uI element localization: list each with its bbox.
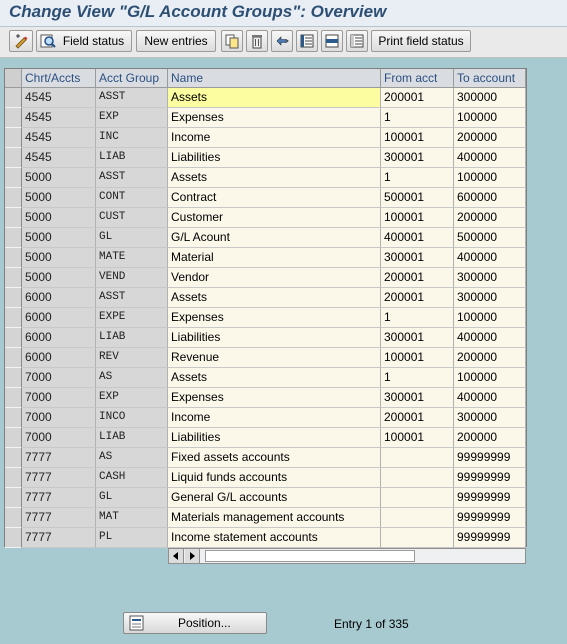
title-bar: [0, 0, 567, 27]
cell-account-group: CONT: [96, 188, 168, 208]
cell-from-account[interactable]: 1: [381, 108, 454, 128]
cell-from-account[interactable]: 100001: [381, 428, 454, 448]
cell-to-account[interactable]: 99999999: [454, 468, 526, 488]
position-label: Position...: [178, 616, 231, 630]
table-row: [5, 188, 526, 208]
cell-name[interactable]: Fixed assets accounts: [168, 448, 381, 468]
cell-from-account[interactable]: 200001: [381, 268, 454, 288]
scroll-left-button[interactable]: [169, 549, 184, 563]
cell-account-group: LIAB: [96, 148, 168, 168]
cell-name[interactable]: Income: [168, 408, 381, 428]
cell-chart-of-accounts: 7000: [22, 368, 96, 388]
cell-account-group: REV: [96, 348, 168, 368]
cell-account-group: CASH: [96, 468, 168, 488]
cell-to-account[interactable]: 300000: [454, 408, 526, 428]
table-row: [5, 148, 526, 168]
cell-to-account[interactable]: 600000: [454, 188, 526, 208]
cell-account-group: GL: [96, 488, 168, 508]
cell-chart-of-accounts: 4545: [22, 108, 96, 128]
entry-counter: Entry 1 of 335: [334, 617, 409, 631]
table-row: [5, 408, 526, 428]
cell-to-account[interactable]: 99999999: [454, 528, 526, 548]
cell-to-account[interactable]: 200000: [454, 208, 526, 228]
field-status-button[interactable]: [36, 30, 132, 52]
horizontal-scrollbar[interactable]: [168, 548, 526, 564]
table-row: [5, 168, 526, 188]
cell-to-account[interactable]: 400000: [454, 388, 526, 408]
cell-chart-of-accounts: 6000: [22, 308, 96, 328]
cell-name[interactable]: Revenue: [168, 348, 381, 368]
table-row: [5, 228, 526, 248]
column-header-name[interactable]: Name: [168, 69, 381, 88]
table-row: [5, 508, 526, 528]
deselect-all-icon: [349, 33, 365, 49]
delete-button[interactable]: [246, 30, 268, 52]
cell-to-account[interactable]: 400000: [454, 328, 526, 348]
cell-from-account[interactable]: 300001: [381, 388, 454, 408]
table-row: [5, 288, 526, 308]
cell-chart-of-accounts: 7777: [22, 468, 96, 488]
cell-account-group: MATE: [96, 248, 168, 268]
cell-chart-of-accounts: 7000: [22, 408, 96, 428]
cell-from-account[interactable]: 100001: [381, 208, 454, 228]
cell-chart-of-accounts: 7777: [22, 488, 96, 508]
table-row: [5, 208, 526, 228]
cell-account-group: CUST: [96, 208, 168, 228]
cell-to-account[interactable]: 300000: [454, 88, 526, 108]
new-entries-button[interactable]: [136, 30, 216, 52]
field-status-label: Field status: [62, 34, 125, 48]
cell-name[interactable]: Assets: [168, 168, 381, 188]
cell-to-account[interactable]: 99999999: [454, 488, 526, 508]
select-all-button[interactable]: [296, 30, 318, 52]
cell-to-account[interactable]: 99999999: [454, 448, 526, 468]
cell-to-account[interactable]: 300000: [454, 268, 526, 288]
cell-name[interactable]: Customer: [168, 208, 381, 228]
application-toolbar: [0, 27, 567, 58]
scroll-right-icon: [185, 549, 199, 563]
cell-account-group: LIAB: [96, 328, 168, 348]
deselect-all-button[interactable]: [346, 30, 368, 52]
cell-account-group: PL: [96, 528, 168, 548]
cell-to-account[interactable]: 300000: [454, 288, 526, 308]
cell-chart-of-accounts: 4545: [22, 148, 96, 168]
cell-account-group: INC: [96, 128, 168, 148]
cell-name[interactable]: Expenses: [168, 108, 381, 128]
print-field-status-label: Print field status: [378, 34, 464, 48]
cell-name[interactable]: Liabilities: [168, 428, 381, 448]
cell-from-account[interactable]: 1: [381, 368, 454, 388]
cell-name[interactable]: Vendor: [168, 268, 381, 288]
cell-name[interactable]: Material: [168, 248, 381, 268]
table-row: [5, 348, 526, 368]
cell-account-group: ASST: [96, 288, 168, 308]
cell-account-group: VEND: [96, 268, 168, 288]
cell-account-group: EXP: [96, 388, 168, 408]
scroll-right-button[interactable]: [185, 549, 200, 563]
column-header-from-account[interactable]: From acct: [381, 69, 454, 88]
cell-to-account[interactable]: 400000: [454, 248, 526, 268]
cell-chart-of-accounts: 4545: [22, 128, 96, 148]
table-row: [5, 308, 526, 328]
cell-account-group: INCO: [96, 408, 168, 428]
table-row: [5, 268, 526, 288]
cell-to-account[interactable]: 200000: [454, 128, 526, 148]
cell-account-group: LIAB: [96, 428, 168, 448]
cell-name[interactable]: Liabilities: [168, 148, 381, 168]
cell-name[interactable]: Liquid funds accounts: [168, 468, 381, 488]
cell-name[interactable]: Income: [168, 128, 381, 148]
cell-from-account[interactable]: [381, 488, 454, 508]
cell-chart-of-accounts: 5000: [22, 228, 96, 248]
cell-account-group: AS: [96, 368, 168, 388]
table-row: [5, 88, 526, 108]
cell-chart-of-accounts: 7000: [22, 388, 96, 408]
scroll-thumb[interactable]: [205, 550, 415, 562]
cell-name[interactable]: Assets: [168, 368, 381, 388]
cell-from-account[interactable]: 100001: [381, 348, 454, 368]
cell-chart-of-accounts: 6000: [22, 348, 96, 368]
cell-chart-of-accounts: 5000: [22, 268, 96, 288]
cell-from-account[interactable]: 300001: [381, 148, 454, 168]
cell-from-account[interactable]: 400001: [381, 228, 454, 248]
cell-chart-of-accounts: 5000: [22, 168, 96, 188]
cell-account-group: AS: [96, 448, 168, 468]
cell-chart-of-accounts: 6000: [22, 328, 96, 348]
copy-icon: [224, 33, 240, 49]
position-button[interactable]: [123, 612, 267, 634]
change-display-icon: [13, 33, 29, 49]
cell-account-group: MAT: [96, 508, 168, 528]
cell-name[interactable]: Materials management accounts: [168, 508, 381, 528]
cell-account-group: EXP: [96, 108, 168, 128]
cell-from-account[interactable]: 300001: [381, 328, 454, 348]
table-row: [5, 108, 526, 128]
select-all-icon: [299, 33, 315, 49]
cell-chart-of-accounts: 7777: [22, 528, 96, 548]
cell-chart-of-accounts: 5000: [22, 208, 96, 228]
delete-icon: [249, 33, 265, 49]
cell-account-group: ASST: [96, 168, 168, 188]
cell-name[interactable]: Assets: [168, 288, 381, 308]
select-block-button[interactable]: [321, 30, 343, 52]
table-row: [5, 428, 526, 448]
cell-account-group: GL: [96, 228, 168, 248]
page-title: Change View "G/L Account Groups": Overview: [9, 2, 387, 21]
cell-from-account[interactable]: [381, 448, 454, 468]
cell-name[interactable]: Liabilities: [168, 328, 381, 348]
cell-from-account[interactable]: 1: [381, 308, 454, 328]
cell-account-group: EXPE: [96, 308, 168, 328]
cell-name[interactable]: General G/L accounts: [168, 488, 381, 508]
cell-to-account[interactable]: 200000: [454, 428, 526, 448]
table-row: [5, 248, 526, 268]
table-row: [5, 368, 526, 388]
cell-from-account[interactable]: 200001: [381, 88, 454, 108]
cell-to-account[interactable]: 400000: [454, 148, 526, 168]
change-display-button[interactable]: [9, 30, 33, 52]
position-icon: [129, 615, 145, 631]
cell-from-account[interactable]: 100001: [381, 128, 454, 148]
cell-to-account[interactable]: 100000: [454, 368, 526, 388]
select-block-icon: [324, 33, 340, 49]
select-all-rows-cell[interactable]: [5, 69, 22, 88]
cell-chart-of-accounts: 4545: [22, 88, 96, 108]
cell-chart-of-accounts: 7777: [22, 448, 96, 468]
cell-chart-of-accounts: 5000: [22, 248, 96, 268]
cell-to-account[interactable]: 100000: [454, 108, 526, 128]
table-row: [5, 468, 526, 488]
table-row: [5, 328, 526, 348]
column-header-to-account[interactable]: To account: [454, 69, 526, 88]
details-icon: [40, 33, 56, 49]
cell-chart-of-accounts: 7777: [22, 508, 96, 528]
cell-to-account[interactable]: 200000: [454, 348, 526, 368]
table-row: [5, 448, 526, 468]
cell-account-group: ASST: [96, 88, 168, 108]
cell-name[interactable]: Assets: [168, 88, 381, 108]
column-header-account-group[interactable]: Acct Group: [96, 69, 168, 88]
cell-from-account[interactable]: 500001: [381, 188, 454, 208]
cell-from-account[interactable]: 200001: [381, 408, 454, 428]
table-row: [5, 488, 526, 508]
copy-button[interactable]: [221, 30, 243, 52]
cell-name[interactable]: Income statement accounts: [168, 528, 381, 548]
cell-from-account[interactable]: 1: [381, 168, 454, 188]
cell-chart-of-accounts: 5000: [22, 188, 96, 208]
table-row: [5, 388, 526, 408]
cell-to-account[interactable]: 99999999: [454, 508, 526, 528]
cell-to-account[interactable]: 500000: [454, 228, 526, 248]
cell-chart-of-accounts: 7000: [22, 428, 96, 448]
undo-icon: [274, 33, 290, 49]
table-row: [5, 528, 526, 548]
undo-button[interactable]: [271, 30, 293, 52]
cell-name[interactable]: Expenses: [168, 388, 381, 408]
cell-chart-of-accounts: 6000: [22, 288, 96, 308]
scroll-left-icon: [169, 549, 183, 563]
cell-name[interactable]: Contract: [168, 188, 381, 208]
cell-to-account[interactable]: 100000: [454, 168, 526, 188]
account-groups-table: [4, 68, 527, 547]
cell-from-account[interactable]: [381, 528, 454, 548]
new-entries-label: New entries: [144, 34, 208, 48]
cell-from-account[interactable]: 300001: [381, 248, 454, 268]
cell-name[interactable]: G/L Acount: [168, 228, 381, 248]
print-field-status-button[interactable]: [371, 30, 471, 52]
cell-to-account[interactable]: 100000: [454, 308, 526, 328]
cell-from-account[interactable]: 200001: [381, 288, 454, 308]
table-row: [5, 128, 526, 148]
cell-name[interactable]: Expenses: [168, 308, 381, 328]
cell-from-account[interactable]: [381, 508, 454, 528]
column-header-chart-of-accounts[interactable]: Chrt/Accts: [22, 69, 96, 88]
cell-from-account[interactable]: [381, 468, 454, 488]
